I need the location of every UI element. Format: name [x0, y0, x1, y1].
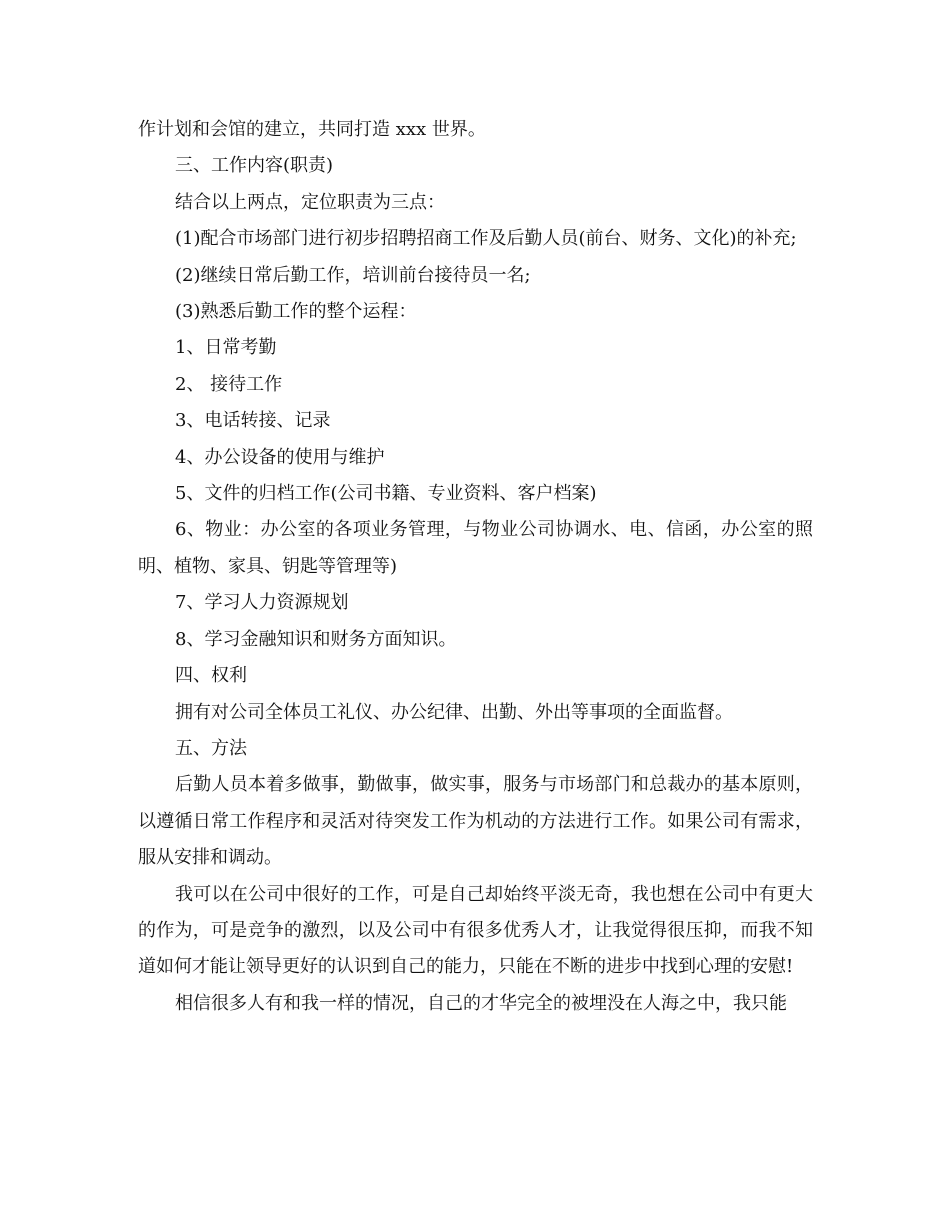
list-item: 8、学习金融知识和财务方面知识。 — [175, 628, 457, 650]
section-heading-rights: 四、权利 — [175, 665, 247, 687]
list-item: 3、电话转接、记录 — [175, 410, 331, 432]
list-item: 7、学习人力资源规划 — [175, 592, 349, 614]
list-item: 1、日常考勤 — [175, 337, 277, 359]
list-item: 4、办公设备的使用与维护 — [175, 446, 385, 468]
paragraph: 作计划和会馆的建立，共同打造 xxx 世界。 — [138, 119, 486, 140]
list-item: (2)继续日常后勤工作，培训前台接待员一名; — [175, 264, 531, 286]
list-item: 5、文件的归档工作(公司书籍、专业资料、客户档案) — [175, 483, 597, 505]
paragraph: 后勤人员本着多做事，勤做事，做实事，服务与市场部门和总裁办的基本原则，以遵循日常工作程序和灵活对待突发工作为机动的方法进行工作。如果公司有需求，服从安排和调动。 — [138, 774, 813, 869]
paragraph: 相信很多人有和我一样的情况，自己的才华完全的被埋没在人海之中，我只能 — [175, 992, 787, 1014]
list-item: (3)熟悉后勤工作的整个运程： — [175, 301, 417, 323]
paragraph: 拥有对公司全体员工礼仪、办公纪律、出勤、外出等事项的全面监督。 — [175, 701, 733, 723]
list-item: 2、 接待工作 — [175, 373, 283, 395]
document-body — [138, 112, 813, 1022]
section-heading-methods: 五、方法 — [175, 737, 247, 759]
section-heading-duties: 三、工作内容(职责) — [175, 155, 334, 177]
list-item: (1)配合市场部门进行初步招聘招商工作及后勤人员(前台、财务、文化)的补充; — [175, 228, 797, 250]
paragraph: 结合以上两点，定位职责为三点： — [175, 191, 445, 213]
paragraph: 我可以在公司中很好的工作，可是自己却始终平淡无奇，我也想在公司中有更大的作为，可是竞争的激烈，以及公司中有很多优秀人才，让我觉得很压抑，而我不知道如何才能让领导更好的认识到自己的能力，只能在不断的进步中找到心理的安慰! — [138, 883, 813, 978]
list-item: 6、物业：办公室的各项业务管理，与物业公司协调水、电、信函，办公室的照明、植物、家具、钥匙等管理等) — [138, 519, 813, 577]
